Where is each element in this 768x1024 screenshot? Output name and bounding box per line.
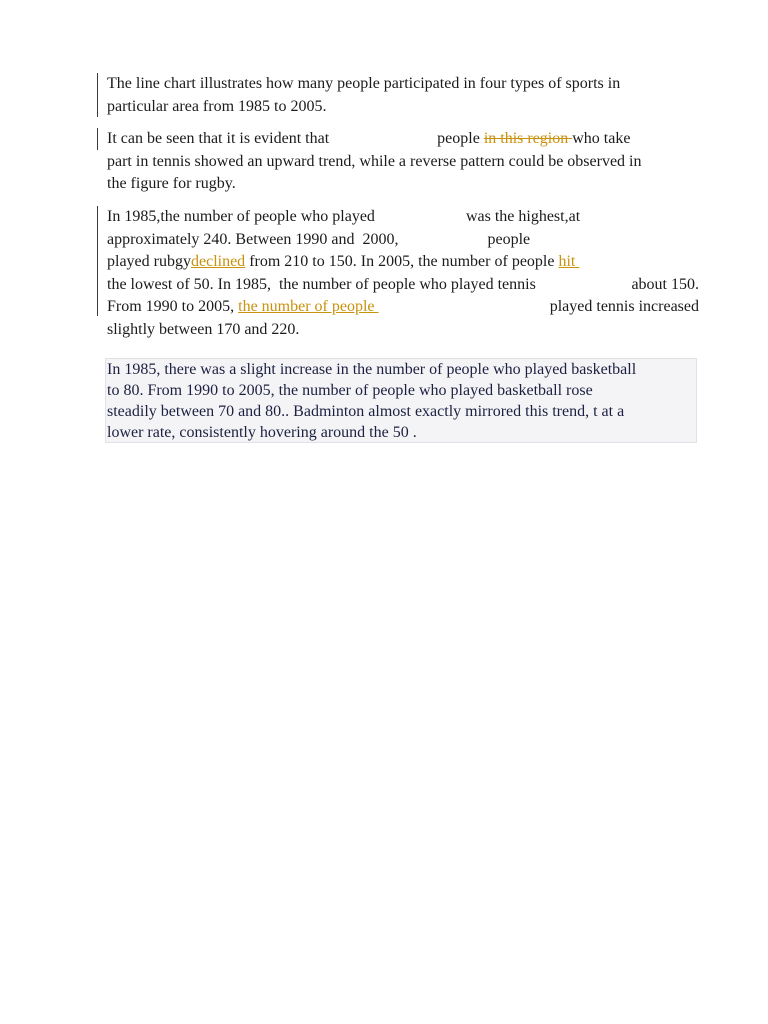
paragraph-4-line-2: to 80. From 1990 to 2005, the number of people who played basketball rose (107, 382, 593, 399)
paragraph-3-text-e: played rubgy (107, 253, 191, 270)
paragraph-3-text-a: In 1985,the number of people who played (107, 208, 375, 225)
paragraph-2-line-1 (107, 128, 699, 151)
paragraph-3-line-6: slightly between 170 and 220. (107, 320, 300, 338)
paragraph-4-line-3: steadily between 70 and 80.. Badminton almost exactly mirrored this trend, t at a (107, 403, 625, 420)
change-bar-paragraph-1 (97, 73, 98, 117)
change-bar-paragraph-3 (97, 206, 98, 316)
paragraph-3-text-j: played tennis increased (549, 298, 699, 315)
paragraph-3-text-c: approximately 240. Between 1990 and 2000, (107, 230, 399, 248)
paragraph-4-line-1: In 1985, there was a slight increase in the number of people who played basketball (107, 361, 637, 378)
paragraph-1-line-2: particular area from 1985 to 2005. (107, 97, 327, 115)
paragraph-3-line-3 (107, 251, 699, 274)
tracked-insertion-number-of-people[interactable]: the number of people (238, 298, 379, 315)
paragraph-1-line-1: The line chart illustrates how many people participated in four types of sports in (107, 75, 621, 92)
paragraph-3-text-f: from 210 to 150. In 2005, the number of people (245, 253, 559, 270)
paragraph-4[interactable] (107, 359, 699, 443)
paragraph-3-line-5 (107, 296, 699, 319)
paragraph-3-text-i: From 1990 to 2005, (107, 298, 239, 315)
tracked-insertion-hit[interactable]: hit (558, 253, 580, 270)
tracked-insertion-declined[interactable]: declined (190, 253, 246, 270)
paragraph-2-text-end: who take (572, 130, 631, 147)
paragraph-4-line-4: lower rate, consistently hovering around the 50 . (107, 424, 417, 441)
paragraph-3-line-1 (107, 206, 699, 229)
paragraph-2-text-start: It can be seen that it is evident that (107, 130, 330, 147)
paragraph-2-text-people: people (437, 130, 480, 147)
paragraph-2[interactable] (107, 128, 699, 196)
paragraph-3[interactable] (107, 206, 699, 341)
paragraph-3-text-d: people (487, 230, 531, 248)
paragraph-3-line-4 (107, 274, 699, 297)
paragraph-3-line-2 (107, 229, 699, 252)
paragraph-3-text-h: about 150. (631, 275, 699, 293)
paragraph-3-text-g: the lowest of 50. In 1985, the number of people who played tennis (107, 275, 536, 293)
paragraph-2-line-2: part in tennis showed an upward trend, while a reverse pattern could be observed in (107, 152, 642, 170)
paragraph-1[interactable] (107, 73, 699, 118)
tracked-deletion[interactable]: in this region (483, 130, 573, 147)
paragraph-2-line-3: the figure for rugby. (107, 175, 236, 192)
change-bar-paragraph-2 (97, 128, 98, 150)
paragraph-3-text-b: was the highest,at (465, 208, 581, 225)
